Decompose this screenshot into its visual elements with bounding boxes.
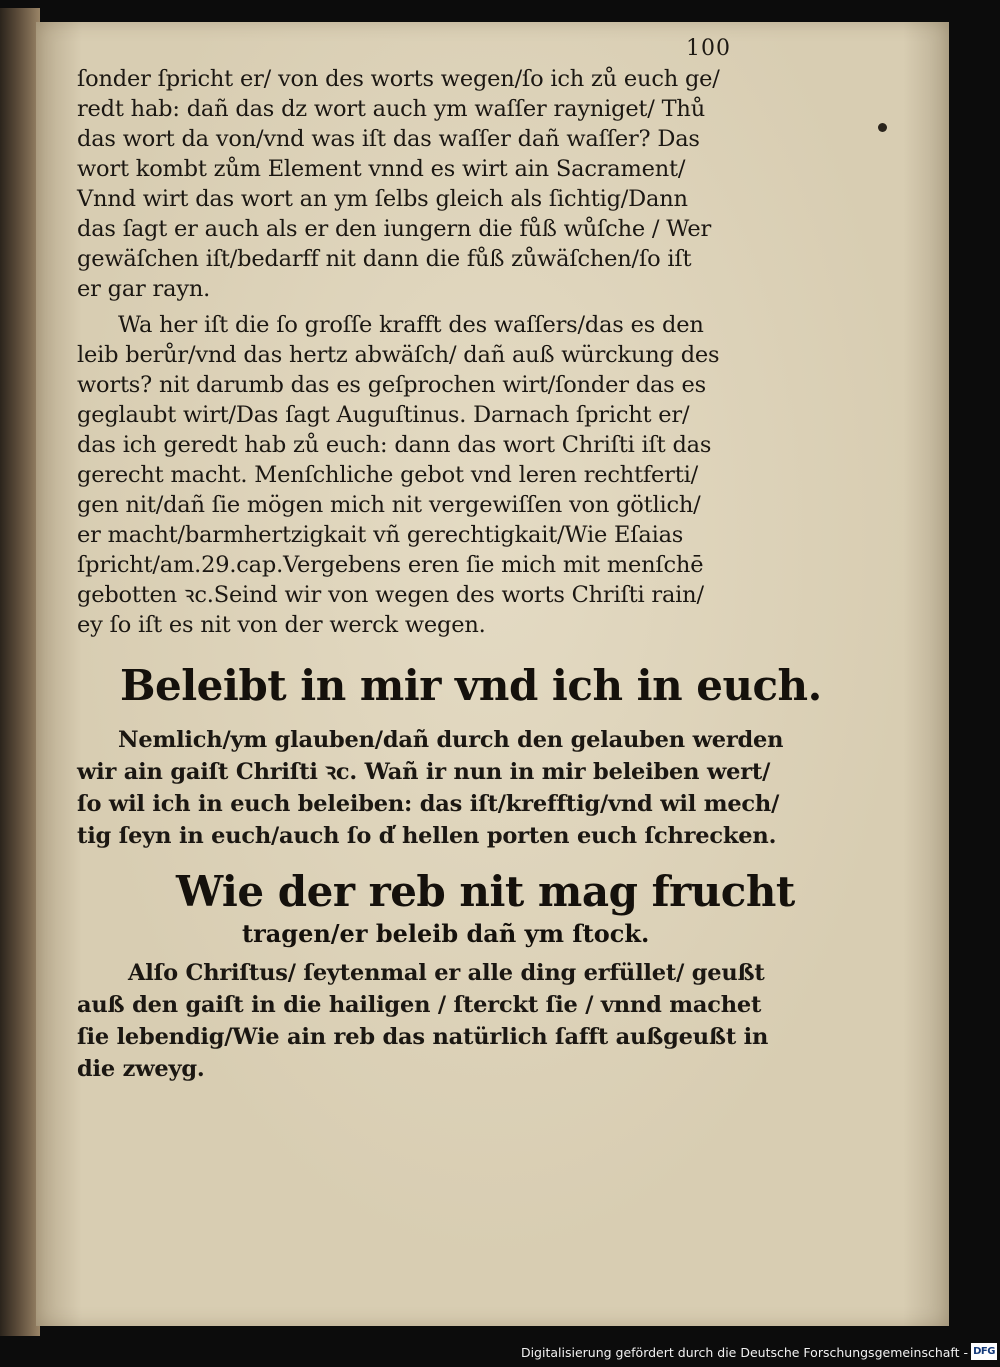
paragraph-2-line-9: ſpricht/am.29.cap.Vergebens eren ſie mich mit menſchē	[77, 552, 704, 578]
page-number: 100	[686, 36, 731, 61]
paragraph-1-line-8: er gar rayn.	[77, 276, 211, 302]
paragraph-4-line-4: die zweyg.	[77, 1056, 205, 1082]
paragraph-2-line-11: ey ſo iſt es nit von der werck wegen.	[77, 612, 486, 638]
book-spine-edge	[0, 8, 40, 1336]
paragraph-1-line-1: ſonder ſpricht er/ von des worts wegen/ſo ich zů euch ge/	[77, 66, 720, 92]
paragraph-4-line-1: Alſo Chriſtus/ ſeytenmal er alle ding erfüllet/ geußt	[128, 960, 765, 986]
paragraph-3-line-1: Nemlich/ym glauben/dañ durch den gelauben werden	[118, 727, 784, 753]
paragraph-2-line-8: er macht/barmhertzigkait vñ gerechtigkait/Wie Eſaias	[77, 522, 684, 548]
paragraph-2-line-3: worts? nit darumb das es geſprochen wirt/ſonder das es	[77, 372, 706, 398]
paragraph-1-line-4: wort kombt zům Element vnnd es wirt ain Sacrament/	[77, 156, 686, 182]
paragraph-1-line-6: das ſagt er auch als er den iungern die fůß wůſche / Wer	[77, 216, 712, 242]
paragraph-1-line-3: das wort da von/vnd was iſt das waſſer dañ waſſer? Das	[77, 126, 700, 152]
dfg-logo-icon: DFG	[971, 1343, 997, 1360]
paragraph-3-line-3: ſo wil ich in euch beleiben: das iſt/krefftig/vnd wil mech/	[77, 791, 780, 817]
paragraph-3-line-2: wir ain gaiſt Chriſti ꝛc. Wañ ir nun in mir beleiben wert/	[77, 759, 771, 785]
paragraph-3-line-4: tig ſeyn in euch/auch ſo d̕ hellen porten euch ſchrecken.	[77, 823, 777, 849]
paragraph-2-line-4: geglaubt wirt/Das ſagt Auguſtinus. Darnach ſpricht er/	[77, 402, 690, 428]
section-heading-reb: Wie der reb nit mag frucht	[176, 867, 795, 916]
paragraph-2-line-1: Wa her iſt die ſo groſſe krafft des waſſers/das es den	[118, 312, 704, 338]
paragraph-2-line-7: gen nit/dañ ſie mögen mich nit vergewiſſen von götlich/	[77, 492, 701, 518]
book-page	[36, 22, 949, 1326]
paragraph-1-line-7: gewäſchen iſt/bedarff nit dann die fůß zůwäſchen/ſo iſt	[77, 246, 692, 272]
paragraph-4-line-2: auß den gaiſt in die hailigen / ſterckt ſie / vnnd machet	[77, 992, 762, 1018]
section-heading-beleibt: Beleibt in mir vnd ich in euch.	[120, 661, 822, 710]
paragraph-2-line-2: leib berůr/vnd das hertz abwäſch/ dañ auß würckung des	[77, 342, 720, 368]
footer-bar	[0, 1336, 1000, 1367]
paragraph-2-line-5: das ich geredt hab zů euch: dann das wort Chriſti iſt das	[77, 432, 712, 458]
funding-credit-text: Digitalisierung gefördert durch die Deutsche Forschungsgemeinschaft -	[520, 1345, 968, 1360]
section-subheading-reb: tragen/er beleib dañ ym ſtock.	[242, 919, 650, 948]
paragraph-1-line-2: redt hab: dañ das dz wort auch ym waſſer rayniget/ Thů	[77, 96, 706, 122]
paragraph-4-line-3: ſie lebendig/Wie ain reb das natürlich ſafft außgeußt in	[77, 1024, 769, 1050]
paragraph-2-line-6: gerecht macht. Menſchliche gebot vnd leren rechtferti/	[77, 462, 698, 488]
paragraph-2-line-10: gebotten ꝛc.Seind wir von wegen des worts Chriſti rain/	[77, 582, 704, 608]
ink-blot-mark	[878, 123, 887, 132]
paragraph-1-line-5: Vnnd wirt das wort an ym ſelbs gleich als ſichtig/Dann	[77, 186, 688, 212]
